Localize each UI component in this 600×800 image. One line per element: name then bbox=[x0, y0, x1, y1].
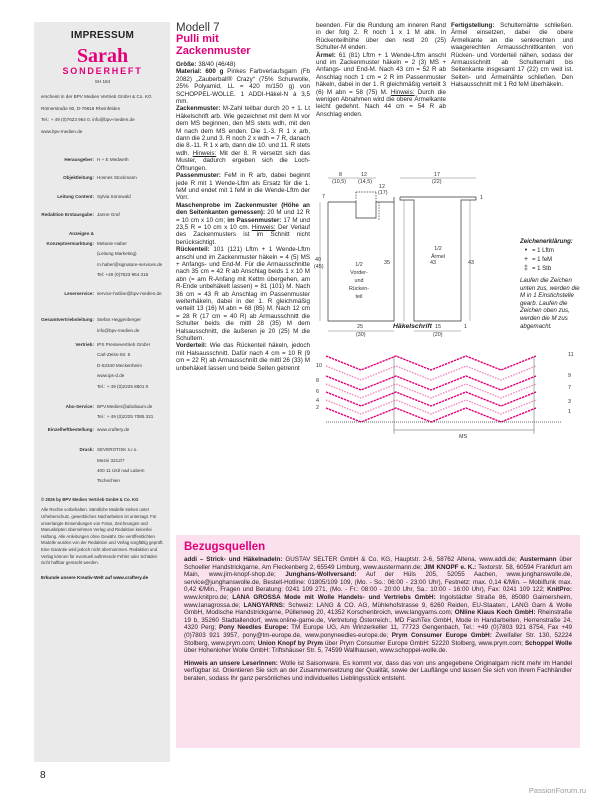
row-number-9: 9 bbox=[568, 373, 571, 379]
body-label-2: Vorder- bbox=[350, 270, 368, 276]
logo-bottom: SONDERHEFT bbox=[62, 66, 143, 76]
print-row: Tschechien bbox=[97, 478, 120, 484]
instructions-text-3: Fertigstellung: Schulternähte schließen. Ärmel einsetzen, dabei die obere Ärmelkante an die senkrechten und waagerechten Armausschnittkanten von Rücken- und Vorderteil nähen, sodass der Armausschnitt ab Schulternaht bis Seitenkante insgesamt 17 (22) cm weit ist. Seiten- und Ärmelnähte schließen. Den Halsausschnitt mit 1 Rd feM überhäkeln. bbox=[451, 22, 573, 89]
measure-arm-top: 17 bbox=[434, 172, 440, 178]
copyright-head: © 2026 by BPV Medien Vertrieb GmbH & Co. KG bbox=[41, 496, 139, 502]
row-number-2: 2 bbox=[316, 405, 319, 411]
publisher-phone: Tel.: + 49 (0)7623 964 0, info@bpv-medien.de bbox=[41, 117, 135, 123]
row-number-1: 1 bbox=[568, 409, 571, 415]
body-label-5: teil bbox=[355, 294, 363, 300]
legend-description: Laufen die Zeichen unten zus, werden die M in 1 Einstichstelle gearb. Laufen die Zeichen oben zus, werden die M zus abgemacht. bbox=[520, 277, 580, 330]
abo-row: Abo-Service: BPV.Medien@abobaum.de bbox=[65, 403, 153, 409]
ads-row: Konzeptvermarktung: Melanie Haber bbox=[46, 241, 127, 247]
measure-lines bbox=[320, 178, 476, 331]
watermark: PassionForum.ru bbox=[528, 786, 586, 795]
instructions-text-2: beenden. Für die Rundung am inneren Rand in der folg 2. R noch 1 x 1 M abk. In Rückenteilhöhe über den restl 20 (25) Schulter-M enden. Ärmel: 61 (81) Lftm + 1 Wende-Lftm anschl und im Zackenmuster häkeln = 2 (3) MS + Anfangs- und End-M. Nach 43 cm = 52 R ab Anschlag noch 1 cm = 2 R im Passenmuster häkeln, dabei in der 1. R gleichmäßig verteilt 3 (6) M abn = 58 (75) M. Hinweis: Durch die wenigen Abnahmen wird die obere Ärmelkante leicht gedehnt. Nach 44 cm = 54 R ab Anschlag enden. bbox=[316, 22, 446, 118]
legend-item-dc: ‡ = 1 Stb bbox=[520, 265, 582, 272]
row-number-7: 7 bbox=[568, 385, 571, 391]
suppliers-heading: Bezugsquellen bbox=[184, 541, 266, 553]
crochet-chart-title: Häkelschrift bbox=[393, 323, 432, 330]
measure-height-inner: 35 bbox=[384, 260, 390, 266]
article-title-2: Zackenmuster bbox=[176, 44, 251, 57]
crochet-row bbox=[326, 408, 536, 422]
measure-arm-height: 43 bbox=[430, 260, 436, 266]
row-number-4: 4 bbox=[316, 398, 319, 404]
ads-row: Tel: +49 (0)7623 964 316 bbox=[97, 272, 149, 278]
measure-top-left-1b: (10,5) bbox=[332, 179, 347, 185]
ads-row: m.haber@signature-services.de bbox=[97, 261, 163, 267]
measure-arm-bottom-b: (20) bbox=[433, 332, 443, 338]
impressum-heading: IMPRESSUM bbox=[70, 30, 135, 41]
measure-side-top: 7 bbox=[322, 194, 325, 200]
abo-row: Tel.: + 49 (0)2225 7085 321 bbox=[97, 414, 154, 420]
measure-top-left-2: 12 bbox=[361, 172, 367, 178]
legend-item-chain: • = 1 Lftm bbox=[520, 247, 582, 254]
row-number-3: 3 bbox=[568, 399, 571, 405]
instructions-column-1 bbox=[176, 22, 310, 372]
crochet-row bbox=[326, 400, 536, 414]
measure-width-bottom-b: (30) bbox=[356, 332, 366, 338]
distribution-row: www.ips-d.de bbox=[97, 373, 125, 379]
measure-height-left-b: (45) bbox=[314, 264, 324, 270]
body-label-3: und bbox=[354, 278, 364, 284]
measure-width-bottom: 25 bbox=[357, 324, 363, 330]
ads-heading-row: Anzeigen & bbox=[68, 230, 94, 236]
row-number-10: 10 bbox=[316, 363, 322, 369]
instructions-column-2 bbox=[316, 22, 446, 118]
instructions-text-1: Größe: 38/40 (46/48) Material: 600 g Pinkes Farbverlaufsgarn (Fb 2082) „Zauberball® Crazy“ (75% Schurwolle, 25% Polyamid, LL = 420 m/150 g) von SCHOPPEL-WOLLE. 1 ADDI-Häkel-N à 3,5 mm. Zackenmuster: M-Zahl teilbar durch 20 + 1. Lt Häkelschrift arb. Wie gezeichnet mit dem M vor dem MS beginnen, den MS stets wdh, mit den M nach dem MS enden. Die 1.-3. R 1 x arb, dann die 2.und 3. R noch 2 x wdh = 7 R, danach die 8.-11. R 1 x arb, dann die 10. und 11. R stets wdh. Hinweis: Mit der 8. R versetzt sich das Muster, dadurch ergeben sich die Loch-Öffnungen. Passenmuster: FeM in R arb, dabei beginnt jede R mit 1 Wende-Lftm als Ersatz für die 1. feM und endet mit 1 feM in die Wende-Lftm der Vorr. Maschenprobe im Zackenmuster (Höhe an den Seitenkanten gemessen): 20 M und 12 R = 10 cm x 10 cm; im Passenmuster: 17 M und 23,5 R = 10 cm x 10 cm. Hinweis: Der Verlauf des Zackenmusters ist im Schnitt nicht berücksichtigt. Rückenteil: 101 (121) Lftm + 1 Wende-Lftm anschl und im Zackenmuster häkeln = 4 (5) MS + Anfangs- und End-M. Für die Armausschnitte nach 35 cm = 42 R ab Anschlag beids 1 x 10 M abn (= am R-Anfang mit Kettm übergehen, am R-Ende unbehäkelt lassen) = 81 (101) M. Nach 36 cm = 43 R ab Anschlag im Passenmuster weiterhäkeln, dabei in der 1. R gleichmäßig verteilt 13 (16) M abn = 68 (85) M. Nach 12 cm = 28 R (17 cm = 40 R) ab Armausschnitt die Schulter beids die mittl 28 (35) M dem Halsausschnitt, die äußeren je 20 (25) M die Schultern. Vorderteil: Wie das Rückenteil häkeln, jedoch mit Halsausschnitt. Dafür nach 4 cm = 10 R (9 cm = 22 R) ab Armausschnitt die mittl 26 (33) M unbehäkelt lassen und beide Seiten getrennt bbox=[176, 61, 311, 372]
sleeve-label-1: 1/2 bbox=[434, 246, 442, 252]
single-crochet-icon: + bbox=[523, 256, 529, 263]
role-row: Objektleitung: Hosnes Stockmann bbox=[63, 175, 137, 181]
measure-height-left: 40 bbox=[315, 257, 321, 263]
copyright-text: Alle Rechte vorbehalten. Sämtliche Modelle stehen unter Urheberschutz, gewerbliches Nacharbeiten ist untersagt. Für unverlangte Einsendungen von Fotos, Zeichnungen und Manuskripten übernehmen Verlag und Redaktion keinerlei Haftung. Alle Anleitungen ohne Gewähr. Die veröffentlichten Modelle wurden von der Redaktion und Verlag sorgfältig geprüft. Eine Garantie wird jedoch nicht übernommen. Redaktion und Verlag können für eventuell auftretende Fehler oder Schäden nicht haftbar gemacht werden. bbox=[41, 507, 164, 566]
craftery-link[interactable]: Erkunde unsere Kreativ-Welt auf www.craftery.de bbox=[41, 574, 149, 580]
print-row: 400 11 Ústí nad Labem bbox=[97, 467, 145, 473]
logo-top: Sarah bbox=[76, 45, 129, 67]
double-crochet-icon: ‡ bbox=[524, 265, 528, 272]
distribution-row: D-53340 Meckenheim bbox=[97, 362, 142, 368]
sleeve-label-2: Ärmel bbox=[430, 254, 446, 260]
body-label-1: 1/2 bbox=[355, 262, 363, 268]
distribution-row: Tel.: + 49 (0)2225 8801 0 bbox=[97, 383, 149, 389]
distribution-row: Carl-Zeiss-Str. 5 bbox=[97, 352, 131, 358]
impressum-sidebar bbox=[34, 22, 170, 762]
copyright bbox=[41, 497, 164, 567]
sales-mail-row: info@bpv-medien.de bbox=[97, 327, 140, 333]
symbol-legend bbox=[520, 238, 582, 330]
body-piece bbox=[328, 192, 394, 321]
sarah-logo bbox=[41, 46, 164, 77]
abo-row: Einzelheftbestellung: www.craftery.de bbox=[47, 426, 130, 432]
body-label-4: Rücken- bbox=[348, 286, 370, 292]
page-number: 8 bbox=[40, 770, 46, 781]
suppliers-text: addi – Strick- und Häkelnadeln: GUSTAV SELTER GmbH & Co. KG, Hauptstr. 2-6, 58762 Altena, www.addi.de; Austermann über Schoeller Handstrickgarne, Am Fleckenberg 2, 65549 Limburg, www.austermann.de; JIM KNOPF e. K.: Textorstr. 58, 60594 Frankfurt am Main, www.jim-knopf-shop.de; Junghans-Wollversand: Auf der Hüls 205, 52055 Aachen, www.junghanswolle.de, service@junghanswolle.de, Bestell-Hotline: 01805/109 109, (Mo. - So.: 06:00 - 23:00 Uhr), Festnetz: max. 0,14 €/Min. – Mobilfunk max. 0,42 €/Min., Fragen und Beratung: 0241 109 271, (Mo. - Fr.: 08:00 - 20:00 Uhr, Sa.: 10:00 - 16:00 Uhr), Fax: 0241 109 122; KnitPro: www.knitpro.de; LANA GROSSA Mode mit Wolle Handels- und Vertriebs GmbH: Ingolstädter Straße 86, 85080 Gaimersheim, www.lanagrossa.de; LANGYARNS: Schweiz: LANG & CO. AG, Mühlehofstrasse 9, 6260 Reiden, EU-Staaten:, LANG Garn & Wolle GmbH, Modische Handstrickgarne, Püllenweg 20, 41352 Korschenbroich, www.langyarns.com; ONline Klaus Koch GmbH: Rheinstraße 19 b, 35260 Stadtallendorf, www.online-garne.de, Vertretung Österreich:, MD FashTex GmbH, Mode in Handarbeiten, Herrenstraße 24, 4320 Perg; Pony Needles Europe: TM Europe UG, Am Winzerkeller 11, 77723 Gengenbach, Tel.: +49 (0)7803 921 8754, Fax +49 (0)7803 921 3957, pony@tm-europe.de, www.ponyneedles-europe.de; Prym Consumer Europe GmbH: Zweifaller Str. 130, 52224 Stolberg, www.prym.com; Union Knopf by Prym über Prym Consumer Europe GmbH: 52220 Stolberg, www.prym.com; Schoppel Wolle über Hohenloher Wolle GmbH: Triftshäuser Str. 5, 74599 Wallhausen, www.schoppel-wolle.de. bbox=[184, 556, 573, 655]
row-number-8: 8 bbox=[316, 378, 319, 384]
reader-service-row: Leserservice: service-hotline@bpv-medien.de bbox=[64, 290, 162, 296]
publisher-web: www.bpv-medien.de bbox=[41, 128, 83, 134]
measure-arm-bottom: 15 bbox=[435, 324, 441, 330]
model-number: Modell 7 bbox=[176, 22, 220, 34]
role-row: Herausgeber: H + E Medweth bbox=[64, 157, 129, 163]
print-row: Druck: SEVEROTISK s.r.o. bbox=[79, 447, 138, 453]
crochet-row bbox=[326, 384, 536, 398]
measure-cuff: 1 bbox=[464, 324, 467, 330]
publisher-line: erscheint in der BPV Medien Vertrieb GmbH & Co. KG bbox=[41, 94, 152, 100]
issue-code: SH 184 bbox=[94, 79, 111, 84]
measure-top-left-2b: (14,5) bbox=[358, 179, 373, 185]
row-number-6: 6 bbox=[316, 389, 319, 395]
instructions-column-3 bbox=[451, 22, 573, 89]
publisher-address: Römerstraße 90, D-79618 Rheinfelden bbox=[41, 105, 121, 111]
measure-neck-side-b: (17) bbox=[378, 190, 388, 196]
measure-top-left-1: 8 bbox=[339, 172, 342, 178]
crochet-row bbox=[326, 356, 536, 370]
crochet-chart bbox=[316, 330, 584, 440]
distribution-row: Vertrieb: IPS Pressevertrieb GmbH bbox=[75, 341, 150, 347]
zigzag-rows bbox=[326, 356, 562, 422]
role-row: Leitung Content: Sylvia Sonnwald bbox=[57, 193, 131, 199]
measure-arm-height-r: 43 bbox=[468, 260, 474, 266]
chain-stitch-icon: • bbox=[524, 247, 528, 254]
measure-neck-side: 12 bbox=[379, 184, 385, 190]
legend-title: Zeichenerklärung: bbox=[520, 238, 573, 245]
ads-row: (Leitung Marketing) bbox=[97, 251, 137, 257]
measure-arm-small: 1 bbox=[480, 195, 483, 201]
readers-note: Hinweis an unsere LeserInnen: Wolle ist Saisonware. Es kommt vor, dass das von uns angegebene Originalgarn nicht mehr im Handel verfügbar ist. Orientieren Sie sich an der Zusammensetzung der Qualität, sowie der Lauflänge und lassen Sie sich von Ihrem Fachhändler beraten, sodass Ihr ganz persönliches und individuelles Lieblingsstück entsteht. bbox=[184, 659, 572, 682]
role-row: Redaktion Erstausgabe: Janne Graf bbox=[41, 212, 120, 218]
legend-item-sc: + = 1 feM bbox=[520, 256, 582, 263]
sales-head-row: Gesamtvertriebsleitung: Stefan Heggenberger bbox=[41, 317, 141, 323]
suppliers-box bbox=[176, 535, 580, 748]
measure-arm-top-b: (22) bbox=[432, 179, 442, 185]
crochet-row bbox=[326, 392, 536, 406]
print-row: Mezni 3212/7 bbox=[97, 457, 125, 463]
article-title-1: Pulli mit bbox=[176, 33, 219, 45]
row-number-11: 11 bbox=[568, 352, 574, 358]
repeat-label: MS bbox=[459, 434, 468, 440]
